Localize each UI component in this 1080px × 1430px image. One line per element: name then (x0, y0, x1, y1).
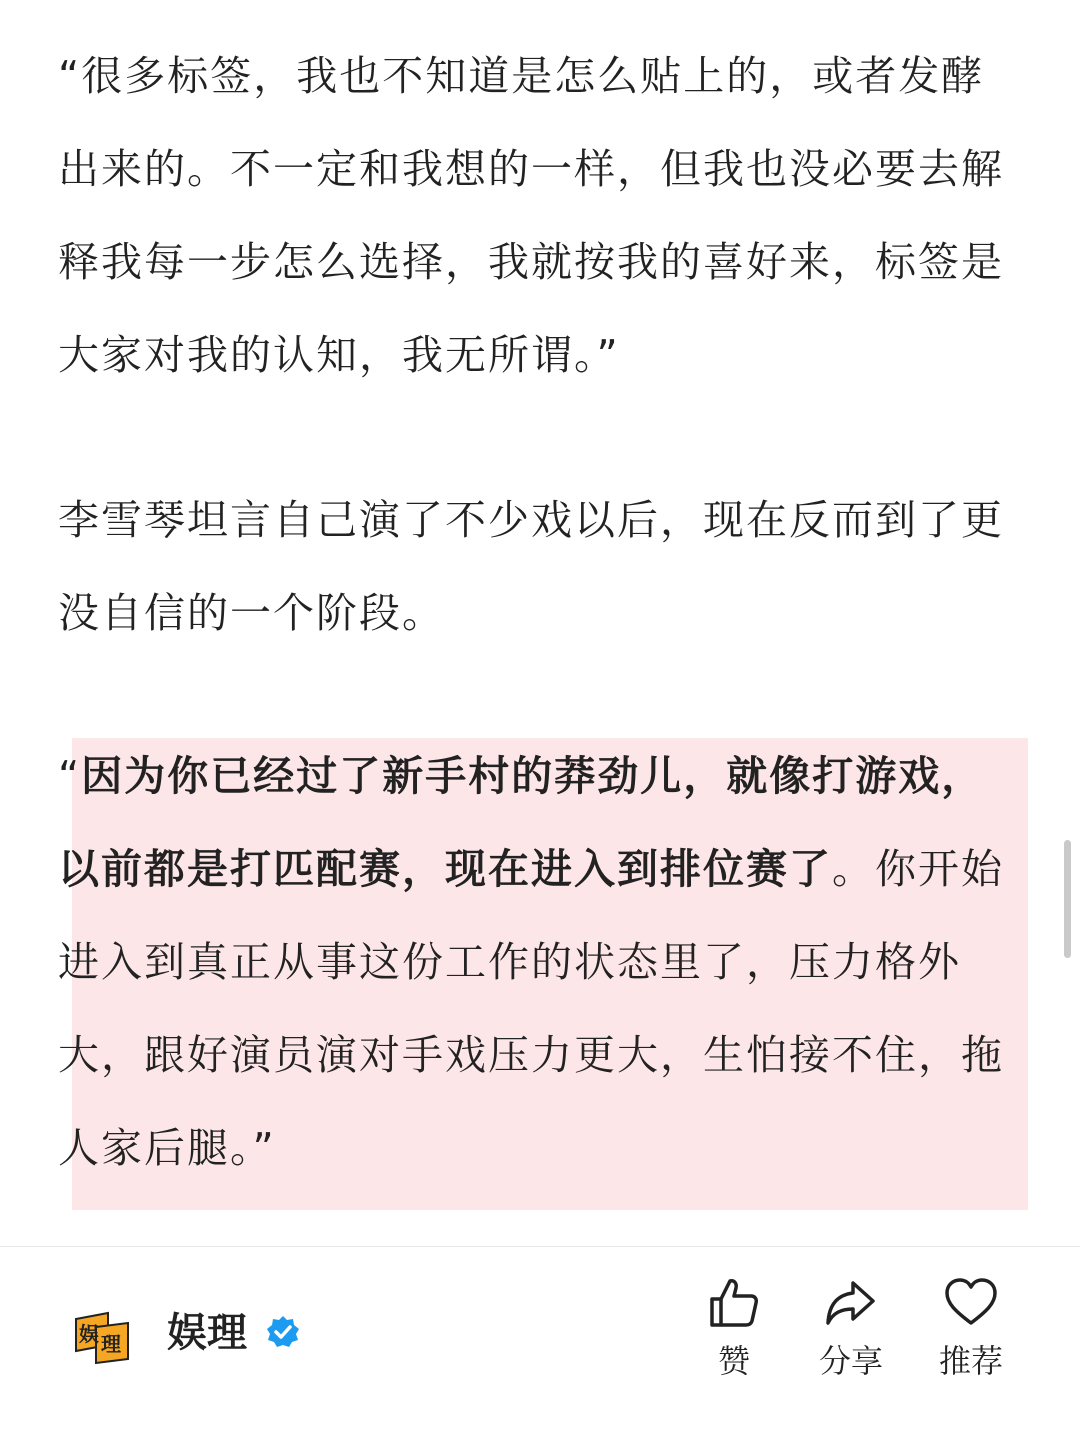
recommend-button[interactable] (921, 1275, 1021, 1395)
svg-text:理: 理 (101, 1332, 121, 1356)
share-arrow-icon (823, 1275, 879, 1331)
paragraph-quote-labels: “很多标签，我也不知道是怎么贴上的，或者发酵出来的。不一定和我想的一样，但我也没必要去解释我每一步怎么选择，我就按我的喜好来，标签是大家对我的认知，我无所谓。” (58, 52, 1004, 379)
quote-open-mark: “ (58, 752, 82, 800)
like-button[interactable] (684, 1275, 784, 1395)
quote-rest-text: 。你开始进入到真正从事这份工作的状态里了，压力格外大，跟好演员演对手戏压力更大，生怕接不住，拖人家后腿。” (58, 845, 1004, 1172)
recommend-label: 推荐 (938, 1342, 1003, 1380)
paragraph-highlighted-quote (58, 730, 1026, 1195)
scrollbar[interactable] (1064, 840, 1071, 958)
like-label: 赞 (717, 1342, 750, 1380)
bottom-action-bar (0, 1247, 1080, 1430)
quote-bold-text: 因为你已经过了新手村的莽劲儿，就像打游戏，以前都是打匹配赛，现在进入到排位赛了 (58, 752, 985, 893)
svg-text:娱: 娱 (79, 1322, 99, 1346)
heart-icon (943, 1275, 999, 1331)
share-label: 分享 (818, 1342, 883, 1380)
verified-badge-icon (266, 1315, 300, 1349)
account-logo[interactable] (68, 1305, 134, 1371)
paragraph-narration: 李雪琴坦言自己演了不少戏以后，现在反而到了更没自信的一个阶段。 (58, 496, 1004, 637)
share-button[interactable] (801, 1275, 901, 1395)
account-name[interactable]: 娱理 (167, 1310, 247, 1356)
thumbs-up-icon (706, 1275, 762, 1331)
